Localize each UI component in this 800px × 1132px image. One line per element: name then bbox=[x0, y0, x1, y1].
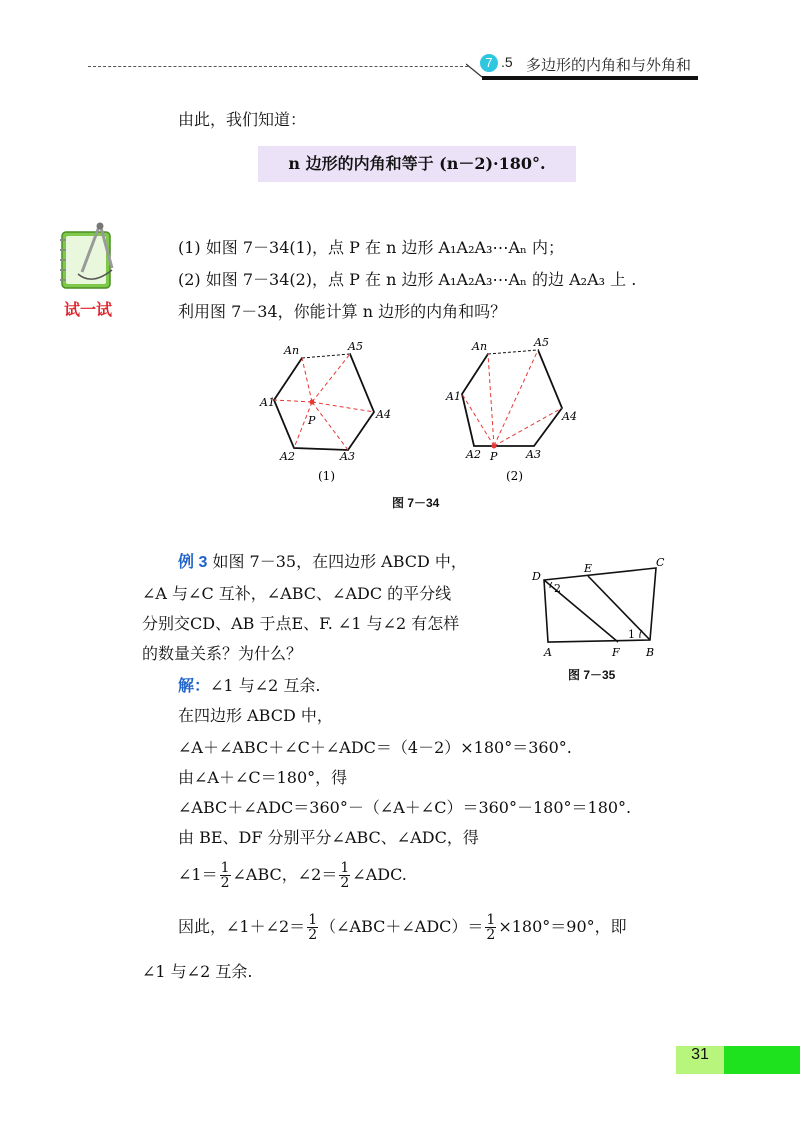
solution-step-3: 由∠A＋∠C＝180°，得 bbox=[178, 768, 348, 787]
section-title: 多边形的内角和与外角和 bbox=[526, 57, 692, 74]
solution-step-5: 由 BE、DF 分别平分∠ABC、∠ADC，得 bbox=[178, 828, 479, 847]
label-angle-2: 2 bbox=[554, 582, 561, 595]
s7-part-c: ×180°＝90°，即 bbox=[498, 917, 627, 936]
label-C: C bbox=[656, 558, 665, 569]
label-F: F bbox=[612, 646, 620, 659]
formula-text: n 边形的内角和等于 (n－2)·180°. bbox=[288, 154, 546, 173]
label-A3-1: A3 bbox=[340, 450, 355, 463]
example-q2: ∠A 与∠C 互补，∠ABC、∠ADC 的平分线 bbox=[142, 584, 452, 603]
label-B: B bbox=[646, 646, 655, 659]
fraction-denominator: 2 bbox=[340, 875, 350, 891]
example-label: 例 3 bbox=[178, 554, 208, 571]
label-A1-1: A1 bbox=[260, 396, 275, 409]
section-badge: 7 bbox=[480, 54, 498, 72]
example-q3: 分别交CD、AB 于点E、F. ∠1 与∠2 有怎样 bbox=[142, 614, 460, 633]
fraction-numerator: 1 bbox=[340, 860, 350, 876]
example-q1: 如图 7－35，在四边形 ABCD 中， bbox=[212, 552, 467, 571]
label-An-2: An bbox=[472, 340, 488, 353]
intro-text: 由此，我们知道： bbox=[178, 110, 307, 129]
solution-step-4: ∠ABC＋∠ADC＝360°－（∠A＋∠C）＝360°－180°＝180°. bbox=[178, 798, 632, 817]
solution-step-6 bbox=[178, 858, 407, 892]
fraction-denominator: 2 bbox=[486, 927, 496, 943]
label-D: D bbox=[532, 570, 541, 583]
label-A2-2: A2 bbox=[466, 448, 481, 461]
try-line-1: (1) 如图 7－34(1)，点 P 在 n 边形 A₁A₂A₃⋯Aₙ 内； bbox=[178, 238, 565, 257]
label-A5-2: A5 bbox=[534, 336, 549, 349]
label-A4-1: A4 bbox=[376, 408, 391, 421]
label-An-1: An bbox=[284, 344, 300, 357]
label-E: E bbox=[584, 562, 593, 575]
try-line-2: (2) 如图 7－34(2)，点 P 在 n 边形 A₁A₂A₃⋯Aₙ 的边 A₂A₃ 上 . bbox=[178, 270, 637, 289]
solution-step-7 bbox=[178, 910, 627, 944]
label-A: A bbox=[544, 646, 552, 659]
fraction-numerator: 1 bbox=[220, 860, 230, 876]
figure-7-35-caption: 图 7－35 bbox=[568, 668, 616, 682]
header-rule bbox=[482, 76, 698, 80]
page-number: 31 bbox=[691, 1046, 709, 1063]
figure-7-34-caption: 图 7－34 bbox=[392, 496, 440, 510]
label-angle-1: 1 bbox=[628, 628, 635, 641]
s7-part-a: 因此，∠1＋∠2＝ bbox=[178, 917, 306, 936]
s7-part-b: （∠ABC＋∠ADC）＝ bbox=[320, 917, 484, 936]
subcaption-2: (2) bbox=[506, 469, 523, 483]
label-A2-1: A2 bbox=[280, 450, 295, 463]
fraction-half bbox=[220, 861, 231, 890]
figure-7-34-2 bbox=[445, 336, 577, 463]
label-A1-2: A1 bbox=[446, 390, 461, 403]
solution-conclusion: ∠1 与∠2 互余. bbox=[142, 962, 253, 981]
fraction-half bbox=[485, 913, 496, 942]
try-it-label: 试一试 bbox=[64, 302, 113, 319]
s6-part-c: ∠ADC. bbox=[352, 865, 407, 884]
fraction-half bbox=[339, 861, 350, 890]
fraction-numerator: 1 bbox=[308, 912, 318, 928]
label-A5-1: A5 bbox=[348, 340, 363, 353]
notebook-compass-icon bbox=[52, 222, 124, 294]
solution-label: 解： bbox=[178, 678, 211, 695]
figure-7-34 bbox=[240, 336, 600, 486]
label-A4-2: A4 bbox=[562, 410, 577, 423]
s6-part-b: ∠ABC，∠2＝ bbox=[232, 865, 338, 884]
label-P-2: P bbox=[490, 450, 498, 463]
solution-step-2: ∠A＋∠ABC＋∠C＋∠ADC＝（4－2）×180°＝360°. bbox=[178, 738, 572, 757]
solution-line bbox=[178, 676, 320, 697]
figure-7-35 bbox=[528, 558, 672, 662]
label-P-1: P bbox=[308, 414, 316, 427]
subcaption-1: (1) bbox=[318, 469, 335, 483]
fraction-denominator: 2 bbox=[220, 875, 230, 891]
solution-answer: ∠1 与∠2 互余. bbox=[210, 676, 321, 695]
fraction-numerator: 1 bbox=[486, 912, 496, 928]
try-line-3: 利用图 7－34，你能计算 n 边形的内角和吗？ bbox=[178, 302, 507, 321]
example-line-1 bbox=[178, 552, 467, 573]
fraction-half bbox=[307, 913, 318, 942]
solution-step-1: 在四边形 ABCD 中， bbox=[178, 706, 333, 725]
label-A3-2: A3 bbox=[526, 448, 541, 461]
fraction-denominator: 2 bbox=[308, 927, 318, 943]
s6-part-a: ∠1＝ bbox=[178, 865, 218, 884]
example-q4: 的数量关系？为什么？ bbox=[142, 644, 303, 663]
header-dashed-rule bbox=[88, 66, 468, 67]
page-number-bar bbox=[724, 1046, 800, 1074]
section-number: .5 bbox=[501, 54, 513, 70]
figure-7-34-1 bbox=[259, 340, 391, 463]
